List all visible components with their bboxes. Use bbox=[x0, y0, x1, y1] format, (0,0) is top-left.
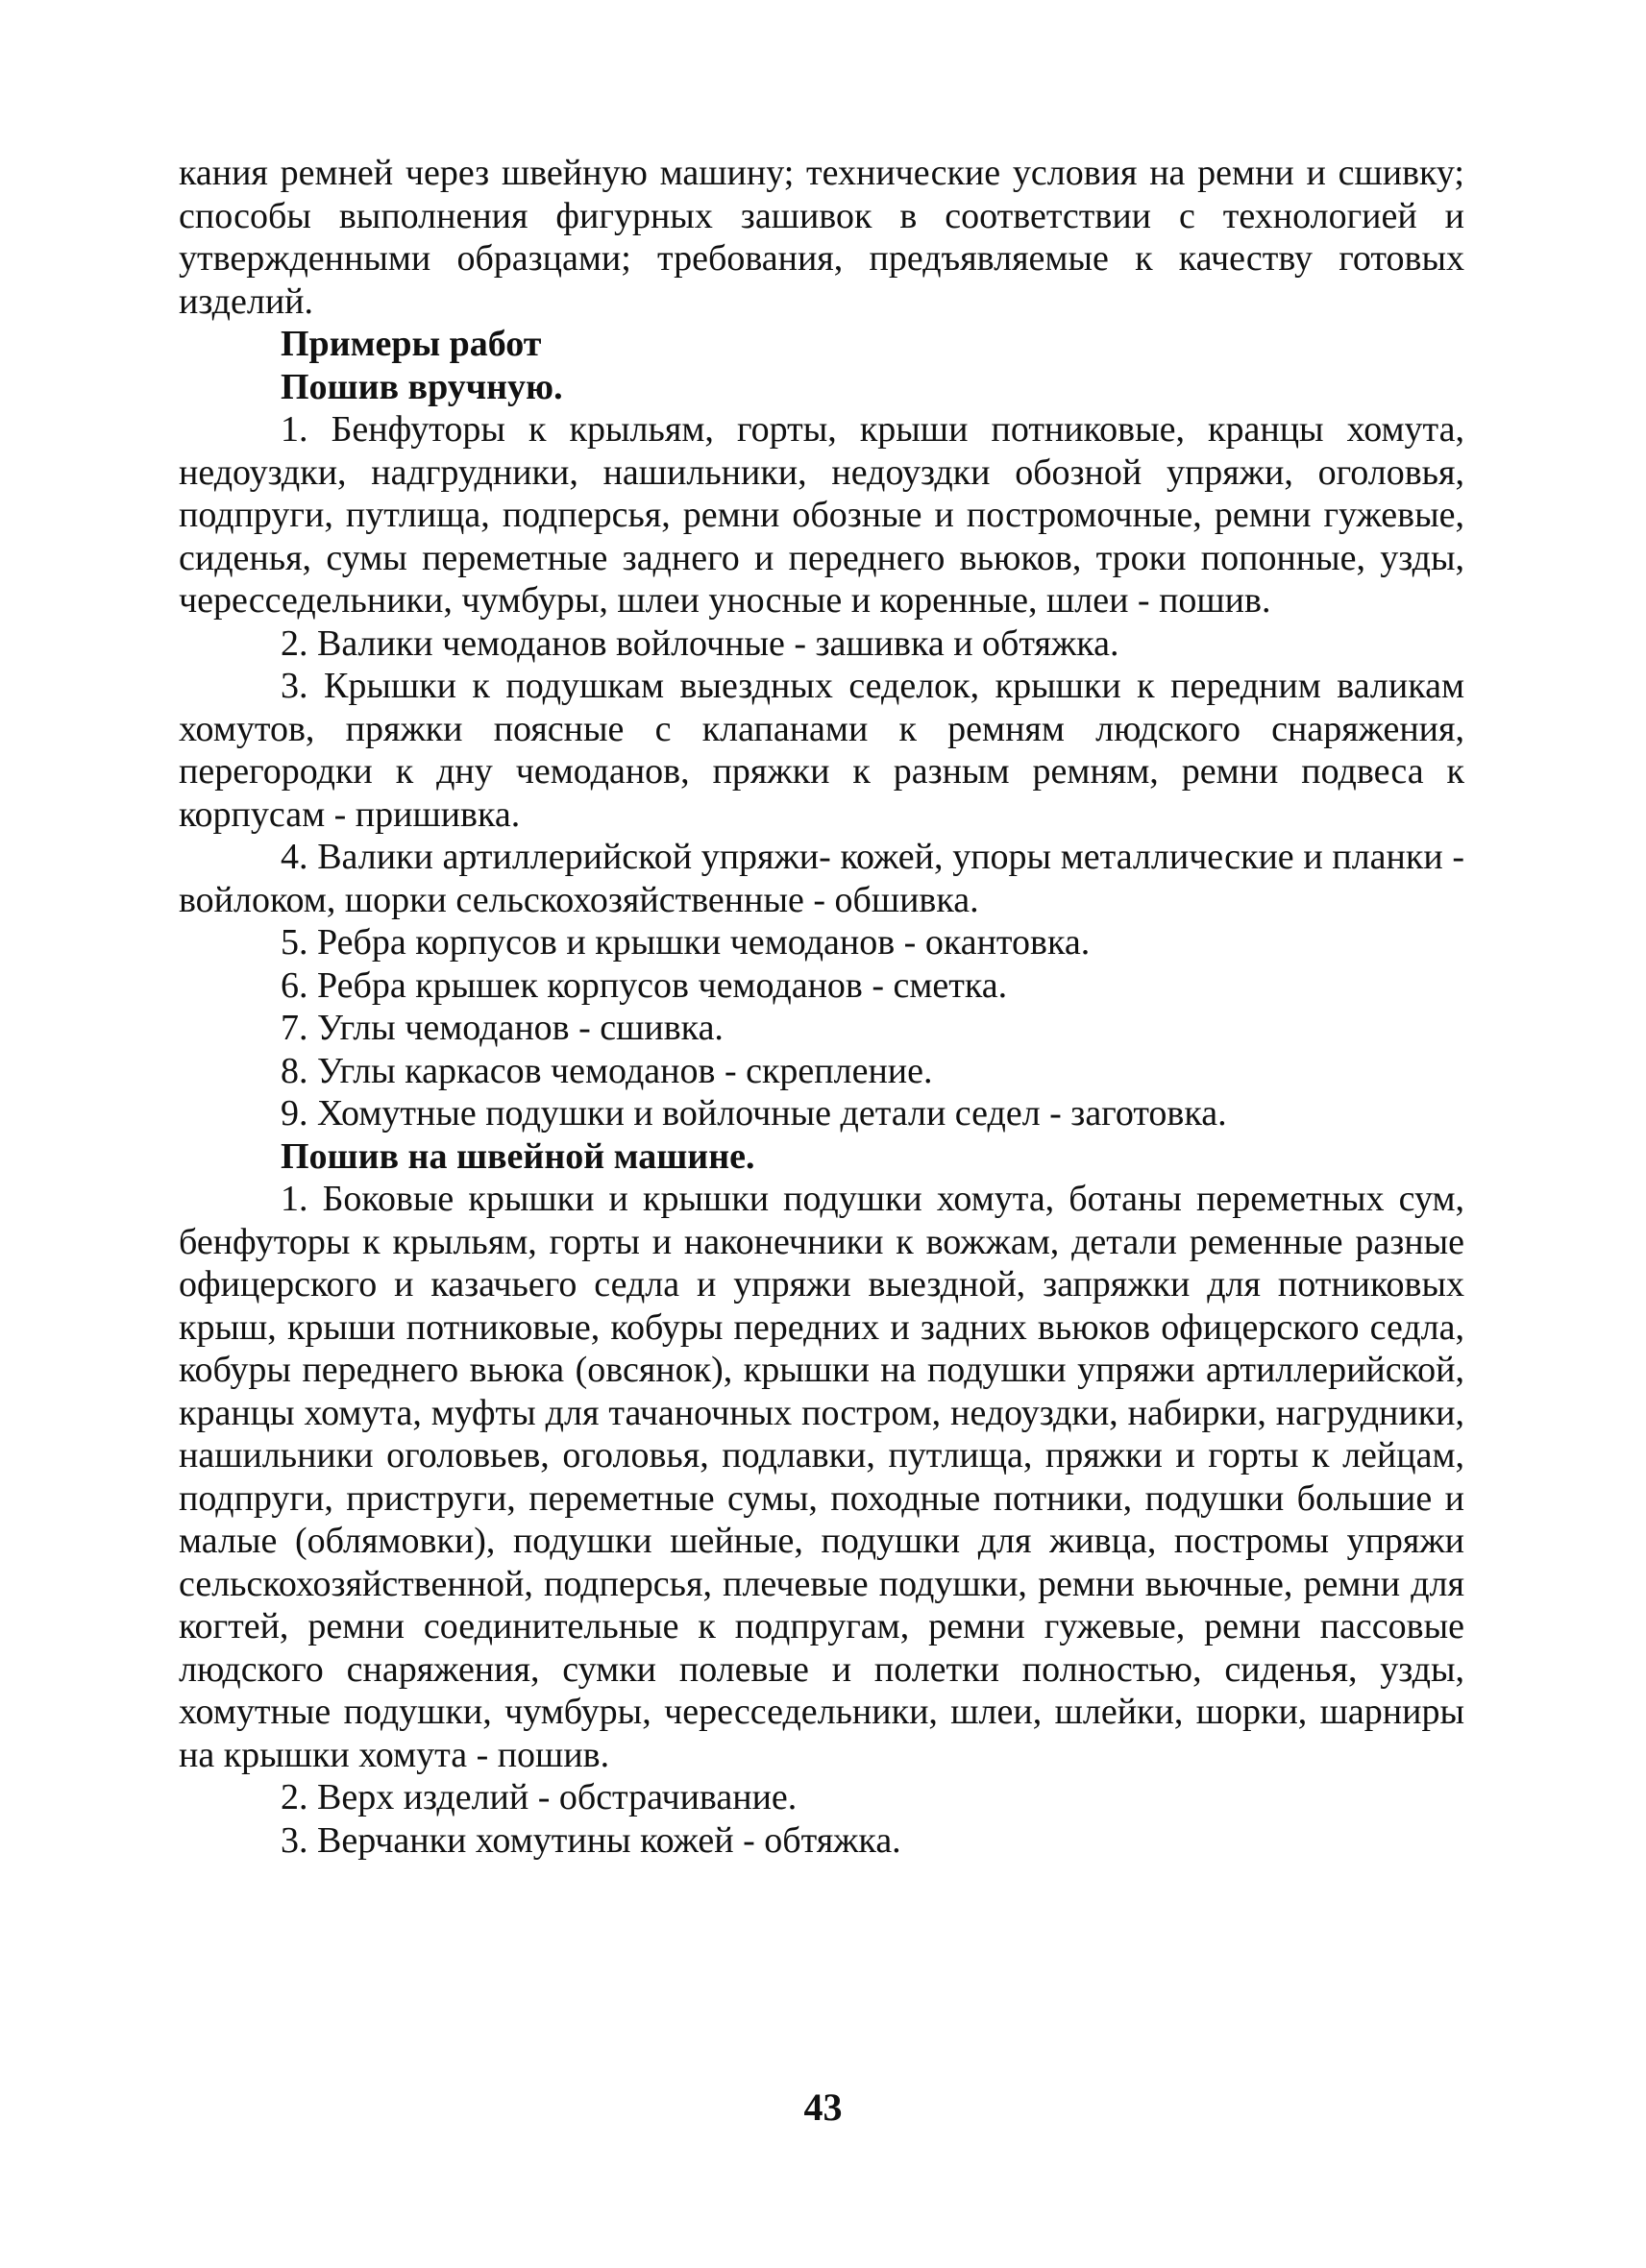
list-item: 2. Валики чемоданов войлочные - зашивка и обтяжка. bbox=[281, 622, 1119, 664]
list-item: 9. Хомутные подушки и войлочные детали седел - заготовка. bbox=[281, 1093, 1227, 1134]
heading-manual-sewing: Пошив вручную. bbox=[281, 366, 563, 407]
list-item: 5. Ребра корпусов и крышки чемоданов - окантовка. bbox=[281, 922, 1091, 963]
list-item: 7. Углы чемоданов - сшивка. bbox=[281, 1008, 724, 1048]
list-item: 1. Бенфуторы к крыльям, горты, крыши потниковые, кранцы хомута, недоуздки, надгрудники, нашильники, недоуздки обозной упряжи, оголовья, подпруги, путлища, подперсья, ремни обозные и постромочные, ремни гужевые, сиденья, сумы переметные заднего и переднего вьюков, троки попонные, узды, чересседельники, чумбуры, шлеи уносные и коренные, шлеи - пошив. bbox=[179, 409, 1464, 621]
page-number: 43 bbox=[803, 2085, 843, 2129]
list-item: 1. Боковые крышки и крышки подушки хомута, ботаны переметных сум, бенфуторы к крыльям, горты и наконечники к вожжам, детали ременные разные офицерского и казачьего седла и упряжи выездной, запряжки для потниковых крыш, крыши потниковые, кобуры передних и задних вьюков офицерского седла, кобуры переднего вьюка (овсянок), крышки на подушки упряжи артиллерийской, кранцы хомута, муфты для тачаночных постром, недоуздки, набирки, нагрудники, нашильники оголовьев, оголовья, подлавки, путлища, пряжки и горты к лейцам, подпруги, приструги, переметные сумы, походные потники, подушки большие и малые (облямовки), подушки шейные, подушки для живца, постромы упряжи сельскохозяйственной, подперсья, плечевые подушки, ремни вьючные, ремни для когтей, ремни соединительные к подпругам, ремни гужевые, ремни пассовые людского снаряжения, сумки полевые и полетки полностью, сиденья, узды, хомутные подушки, чумбуры, чересседельники, шлеи, шлейки, шорки, шарниры на крышки хомута - пошив. bbox=[179, 1179, 1464, 1775]
intro-paragraph: кания ремней через швейную машину; технические условия на ремни и сшивку; способы выполнения фигурных зашивок в соответствии с технологией и утвержденными образцами; требования, предъявляемые к качеству готовых изделий. bbox=[179, 153, 1464, 322]
list-item: 4. Валики артиллерийской упряжи- кожей, упоры металлические и планки - войлоком, шорки сельскохозяйственные - обшивка. bbox=[179, 837, 1464, 920]
list-item: 2. Верх изделий - обстрачивание. bbox=[281, 1777, 798, 1817]
page-body bbox=[179, 152, 1464, 1862]
list-item: 8. Углы каркасов чемоданов - скрепление. bbox=[281, 1050, 933, 1091]
list-item: 3. Крышки к подушкам выездных седелок, крышки к передним валикам хомутов, пряжки поясные с клапанами к ремням людского снаряжения, перегородки к дну чемоданов, пряжки к разным ремням, ремни подвеса к корпусам - пришивка. bbox=[179, 666, 1464, 835]
list-item: 3. Верчанки хомутины кожей - обтяжка. bbox=[281, 1819, 901, 1861]
list-item: 6. Ребра крышек корпусов чемоданов - сметка. bbox=[281, 964, 1008, 1006]
heading-examples: Примеры работ bbox=[281, 324, 542, 364]
heading-machine-sewing: Пошив на швейной машине. bbox=[281, 1135, 755, 1177]
